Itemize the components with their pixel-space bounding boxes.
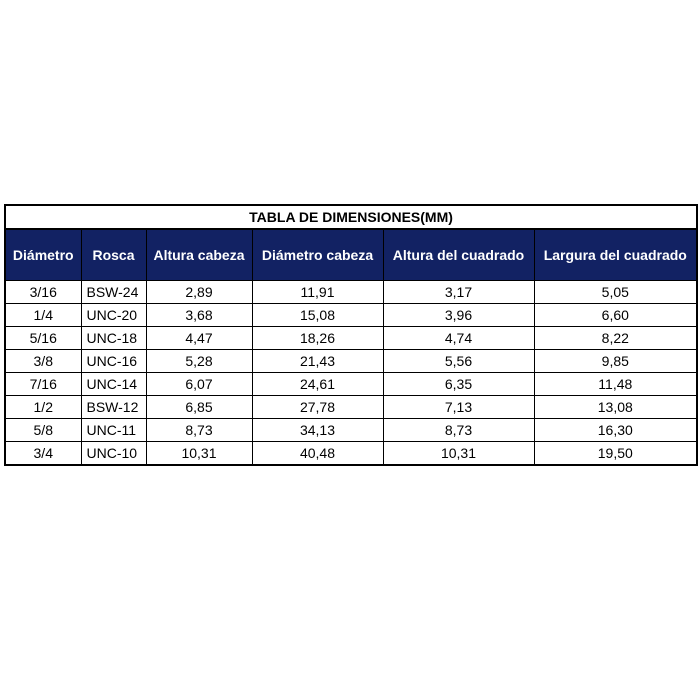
header-row	[5, 229, 697, 281]
table-title: TABLA DE DIMENSIONES(MM)	[5, 205, 697, 229]
cell-rosca: UNC-20	[81, 304, 146, 327]
title-row	[5, 205, 697, 229]
cell-altura-cuadrado: 10,31	[383, 442, 534, 466]
cell-largura-cuadrado: 11,48	[534, 373, 697, 396]
header-diametro-cabeza: Diámetro cabeza	[252, 229, 383, 281]
header-altura-cuadrado: Altura del cuadrado	[383, 229, 534, 281]
cell-diametro: 5/8	[5, 419, 81, 442]
cell-diametro-cabeza: 34,13	[252, 419, 383, 442]
cell-diametro: 3/16	[5, 281, 81, 304]
table-row	[5, 281, 697, 304]
cell-rosca: UNC-16	[81, 350, 146, 373]
cell-diametro: 3/4	[5, 442, 81, 466]
header-diametro: Diámetro	[5, 229, 81, 281]
cell-altura-cuadrado: 7,13	[383, 396, 534, 419]
cell-altura-cuadrado: 4,74	[383, 327, 534, 350]
cell-altura-cabeza: 2,89	[146, 281, 252, 304]
header-altura-cabeza: Altura cabeza	[146, 229, 252, 281]
cell-diametro-cabeza: 11,91	[252, 281, 383, 304]
cell-largura-cuadrado: 9,85	[534, 350, 697, 373]
cell-diametro: 1/2	[5, 396, 81, 419]
cell-rosca: UNC-10	[81, 442, 146, 466]
cell-altura-cabeza: 5,28	[146, 350, 252, 373]
header-largura-cuadrado: Largura del cuadrado	[534, 229, 697, 281]
cell-altura-cabeza: 6,85	[146, 396, 252, 419]
cell-diametro: 3/8	[5, 350, 81, 373]
table-row	[5, 304, 697, 327]
table-row	[5, 419, 697, 442]
table-row	[5, 327, 697, 350]
cell-altura-cuadrado: 6,35	[383, 373, 534, 396]
cell-largura-cuadrado: 16,30	[534, 419, 697, 442]
table-row	[5, 373, 697, 396]
cell-altura-cabeza: 8,73	[146, 419, 252, 442]
cell-diametro-cabeza: 24,61	[252, 373, 383, 396]
cell-diametro: 1/4	[5, 304, 81, 327]
cell-altura-cuadrado: 5,56	[383, 350, 534, 373]
table-row	[5, 350, 697, 373]
cell-largura-cuadrado: 6,60	[534, 304, 697, 327]
header-rosca: Rosca	[81, 229, 146, 281]
table-body	[5, 281, 697, 466]
cell-altura-cuadrado: 8,73	[383, 419, 534, 442]
cell-rosca: UNC-11	[81, 419, 146, 442]
cell-rosca: UNC-14	[81, 373, 146, 396]
cell-largura-cuadrado: 8,22	[534, 327, 697, 350]
cell-diametro-cabeza: 40,48	[252, 442, 383, 466]
cell-diametro-cabeza: 21,43	[252, 350, 383, 373]
table-row	[5, 396, 697, 419]
cell-diametro-cabeza: 18,26	[252, 327, 383, 350]
cell-diametro: 5/16	[5, 327, 81, 350]
cell-altura-cuadrado: 3,96	[383, 304, 534, 327]
cell-rosca: UNC-18	[81, 327, 146, 350]
cell-largura-cuadrado: 19,50	[534, 442, 697, 466]
cell-rosca: BSW-12	[81, 396, 146, 419]
table-row	[5, 442, 697, 466]
cell-diametro-cabeza: 27,78	[252, 396, 383, 419]
cell-altura-cabeza: 10,31	[146, 442, 252, 466]
cell-altura-cabeza: 4,47	[146, 327, 252, 350]
dimensions-table-container	[4, 204, 696, 466]
dimensions-table	[4, 204, 698, 466]
cell-diametro-cabeza: 15,08	[252, 304, 383, 327]
cell-largura-cuadrado: 13,08	[534, 396, 697, 419]
cell-altura-cabeza: 3,68	[146, 304, 252, 327]
cell-rosca: BSW-24	[81, 281, 146, 304]
cell-diametro: 7/16	[5, 373, 81, 396]
cell-altura-cabeza: 6,07	[146, 373, 252, 396]
cell-altura-cuadrado: 3,17	[383, 281, 534, 304]
cell-largura-cuadrado: 5,05	[534, 281, 697, 304]
